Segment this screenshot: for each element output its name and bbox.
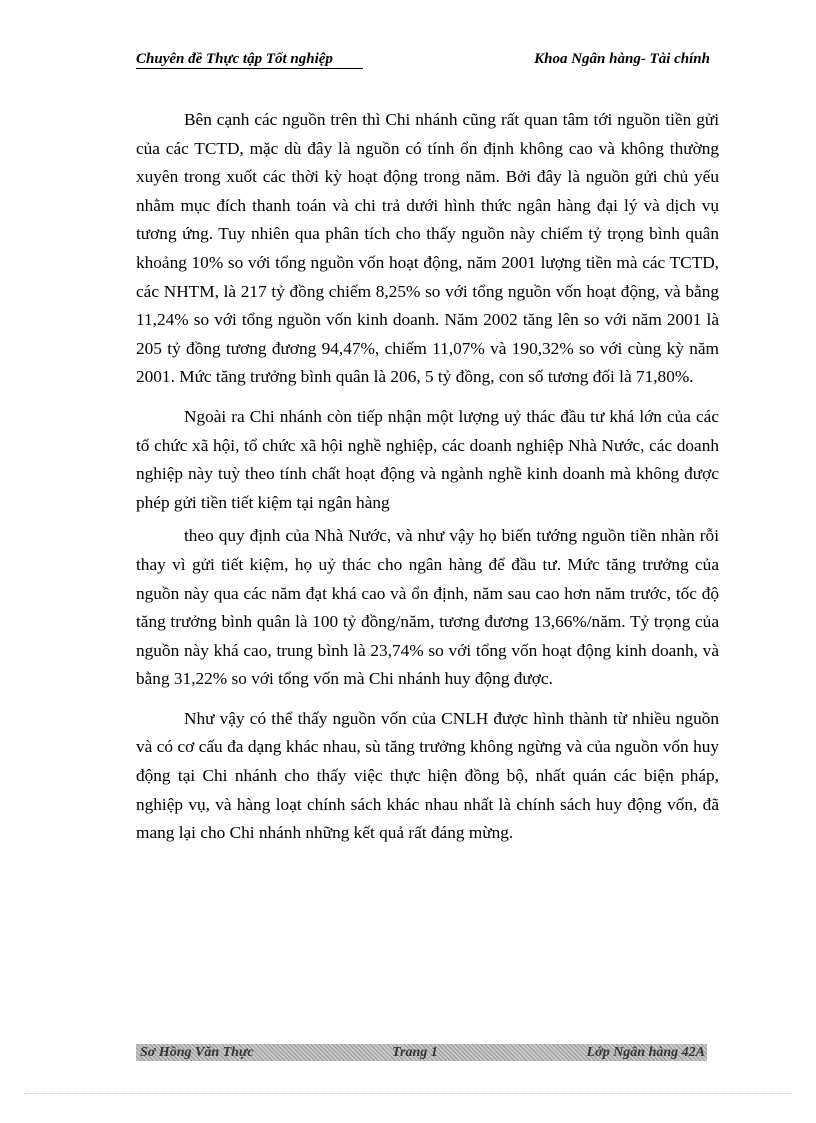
- paragraph-interbank-deposits: Bên cạnh các nguồn trên thì Chi nhánh cũng rất quan tâm tới nguồn tiền gửi của các TCTD, mặc dù đây là nguồn có tính ổn định không cao và không thường xuyên trong xuốt các thời kỳ hoạt động trong năm. Bởi đây là nguồn gửi chủ yếu nhằm mục đích thanh toán và chi trả dưới hình thức ngân hàng đại lý và dịch vụ tương ứng. Tuy nhiên qua phân tích cho thấy nguồn này chiếm tỷ trọng bình quân khoảng 10% so với tổng nguồn vốn hoạt động, năm 2001 lượng tiền mà các TCTD, các NHTM, là 217 tỷ đồng chiếm 8,25% so với tổng nguồn vốn hoạt động, và bằng 11,24% so với tổng nguồn vốn kinh doanh. Năm 2002 tăng lên so với năm 2001 là 205 tỷ đồng tương đương 94,47%, chiếm 11,07% và 190,32% so với cùng kỳ năm 2001. Mức tăng trưởng bình quân là 206, 5 tỷ đồng, con số tương đối là 71,80%.: [136, 110, 719, 387]
- page-header: [136, 50, 710, 72]
- paragraph-trust-growth: theo quy định của Nhà Nước, và như vậy họ biến tướng nguồn tiền nhàn rỗi thay vì gửi tiết kiệm, họ uỷ thác cho ngân hàng để đầu tư. Mức tăng trưởng của nguồn này qua các năm đạt khá cao và ổn định, năm sau cao hơn năm trước, tốc độ tăng trưởng bình quân là 100 tỷ đồng/năm, tương đương 13,66%/năm. Tỷ trọng của nguồn này khá cao, trung bình là 23,74% so với tổng vốn hoạt động kinh doanh, và bằng 31,22% so với tổng vốn mà Chi nhánh huy động được.: [136, 526, 719, 689]
- footer-class: Lớp Ngân hàng 42A: [586, 1045, 705, 1060]
- header-department: Khoa Ngân hàng- Tài chính: [534, 51, 710, 67]
- paragraph-investment-trust: Ngoài ra Chi nhánh còn tiếp nhận một lượng uỷ thác đầu tư khá lớn của các tổ chức xã hội, tổ chức xã hội nghề nghiệp, các doanh nghiệp Nhà Nước, các doanh nghiệp này tuỳ theo tính chất hoạt động và ngành nghề kinh doanh mà không được phép gửi tiền tiết kiệm tại ngân hàng: [136, 406, 719, 512]
- footer-page-number: Trang 1: [392, 1045, 438, 1060]
- page-footer: [136, 1044, 707, 1061]
- footer-author: Sơ Hồng Văn Thực: [140, 1045, 254, 1060]
- page-boundary-divider: [24, 1093, 792, 1094]
- header-document-title: Chuyên đề Thực tập Tốt nghiệp: [136, 50, 363, 69]
- paragraph-conclusion: Như vậy có thể thấy nguồn vốn của CNLH được hình thành từ nhiều nguồn và có cơ cấu đa dạng khác nhau, sù tăng trưởng không ngừng và của nguồn vốn huy động tại Chi nhánh cho thấy việc thực hiện đồng bộ, nhất quán các biện pháp, nghiệp vụ, và hàng loạt chính sách khác nhau nhất là chính sách huy động vốn, đã mang lại cho Chi nhánh những kết quả rất đáng mừng.: [136, 708, 719, 843]
- document-body: [136, 106, 719, 859]
